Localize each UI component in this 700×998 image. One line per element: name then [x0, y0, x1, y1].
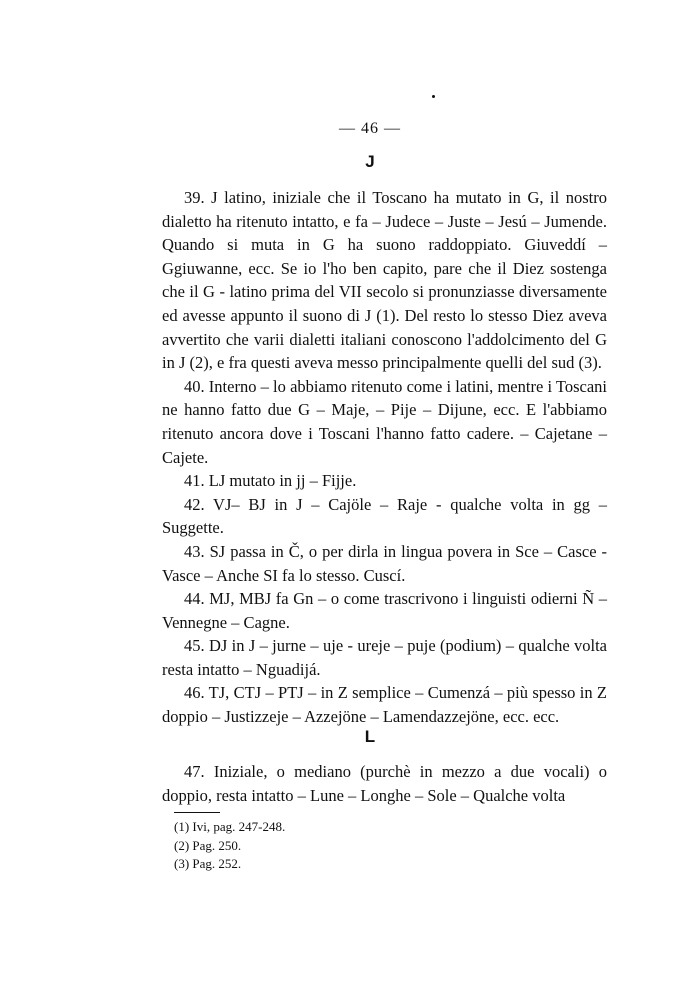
footnote-1: (1) Ivi, pag. 247-248. [174, 819, 286, 834]
paragraph-42: 42. VJ– BJ in J – Cajöle – Raje - qualche volta in gg – Suggette. [162, 494, 607, 538]
paragraph-39: 39. J latino, iniziale che il Toscano ha mutato in G, il nostro dialetto ha ritenuto intatto, e fa – Judece – Juste – Jesú – Jumende. Quando si muta in G ha suono raddoppiato. Giuveddí – Ggiuwanne, ecc. Se io l'ho ben capito, pare che il Diez sostenga che il G - latino prima del VII secolo si pronunziasse diversamente ed avesse appunto il suono di J (1). Del resto lo stesso Diez aveva avvertito che varii dialetti italiani conoscono l'addolcimento del G in J (2), e fra questi aveva messo principalmente quelli del sud (3). [162, 188, 607, 373]
paragraph-47: 47. Iniziale, o mediano (purchè in mezzo a due vocali) o doppio, resta intatto – Lune – Longhe – Sole – Qualche volta [162, 762, 607, 805]
section-heading-j: J [365, 152, 375, 171]
section-heading-l: L [364, 727, 376, 746]
section-j-body [162, 186, 607, 729]
section-l-body [162, 760, 607, 807]
paragraph-45: 45. DJ in J – jurne – uje - ureje – puje (podium) – qualche volta resta intatto – Nguadijá. [162, 636, 607, 679]
footnote-2: (2) Pag. 250. [174, 837, 242, 853]
footnote-divider [174, 812, 220, 813]
paragraph-41: 41. LJ mutato in jj – Fijje. [184, 471, 357, 491]
paragraph-46: 46. TJ, CTJ – PTJ – in Z semplice – Cumenzá – più spesso in Z doppio – Justizzeje – Azzejöne – Lamendazzejöne, ecc. ecc. [162, 683, 607, 727]
page-number: — 46 — [339, 120, 401, 137]
paragraph-40: 40. Interno – lo abbiamo ritenuto come i latini, mentre i Toscani ne hanno fatto due G – Maje, – Pije – Dijune, ecc. E l'abbiamo ritenuto ancora dove i Toscani l'hanno fatto cadere. – Cajetane – Cajete. [162, 376, 607, 467]
footnote-3: (3) Pag. 252. [174, 856, 242, 871]
footnotes [174, 818, 285, 874]
print-speck [432, 95, 435, 98]
paragraph-43: 43. SJ passa in Č, o per dirla in lingua povera in Sce – Casce - Vasce – Anche SI fa lo stesso. Cuscí. [162, 541, 607, 585]
paragraph-44: 44. MJ, MBJ fa Gn – o come trascrivono i linguisti odierni Ñ – Vennegne – Cagne. [162, 589, 607, 632]
